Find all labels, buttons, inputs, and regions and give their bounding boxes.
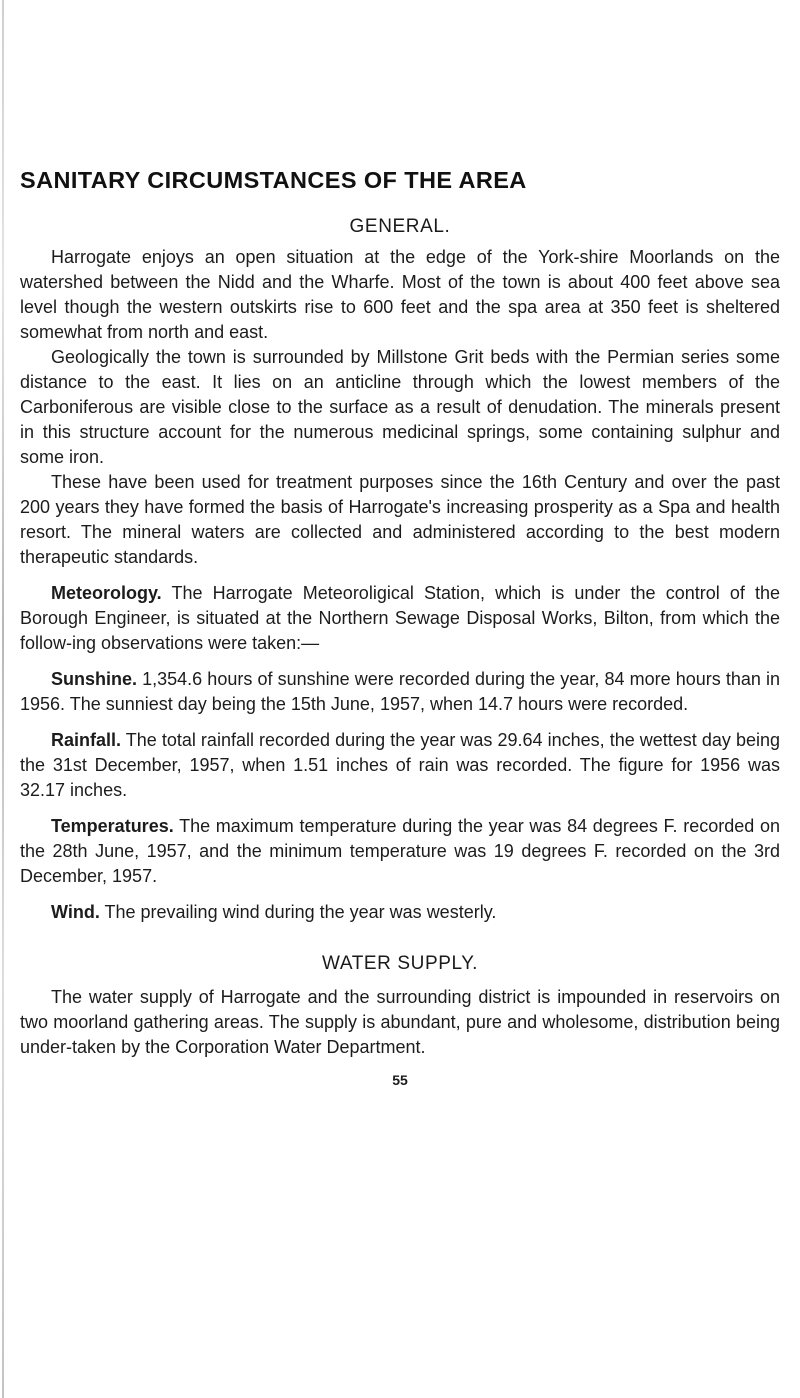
wind-text: The prevailing wind during the year was westerly. xyxy=(104,902,497,922)
paragraph-sunshine xyxy=(20,667,780,717)
paragraph-rainfall xyxy=(20,728,780,803)
text-column xyxy=(20,165,780,1090)
temperatures-text: The maximum temperature during the year was 84 degrees F. recorded on the 28th June, 1957, and the minimum temperature was 19 degrees F. recorded on the 3rd December, 1957. xyxy=(20,816,780,886)
page-number: 55 xyxy=(392,1072,408,1088)
meteorology-heading: Meteorology. xyxy=(51,583,162,603)
paragraph-geology: Geologically the town is surrounded by Millstone Grit beds with the Permian series some distance to the east. It lies on an anticline through which the lowest members of the Carboniferous are visible close to the surface as a result of denudation. The minerals present in this structure account for the numerous medicinal springs, some containing sulphur and some iron. xyxy=(20,347,780,467)
rainfall-heading: Rainfall. xyxy=(51,730,122,750)
paragraph-springs: These have been used for treatment purposes since the 16th Century and over the past 200 years they have formed the basis of Harrogate's increasing prosperity as a Spa and health resort. The mineral waters are collected and administered according to the best modern therapeutic standards. xyxy=(20,472,780,567)
sunshine-heading: Sunshine. xyxy=(51,669,138,689)
paragraph-temperatures xyxy=(20,814,780,889)
section-heading-general: GENERAL. xyxy=(349,216,451,237)
rainfall-text: The total rainfall recorded during the year was 29.64 inches, the wettest day being the 31st December, 1957, when 1.51 inches of rain was recorded. The figure for 1956 was 32.17 inches. xyxy=(20,730,780,800)
page-edge-rule xyxy=(2,0,4,1398)
paragraph-water-supply: The water supply of Harrogate and the surrounding district is impounded in reservoirs on two moorland gathering areas. The supply is abundant, pure and wholesome, distribution being under-taken by the Corporation Water Department. xyxy=(20,987,780,1057)
paragraph-wind xyxy=(20,900,780,925)
wind-heading: Wind. xyxy=(51,902,100,922)
section-heading-water-supply: WATER SUPPLY. xyxy=(322,953,478,974)
temperatures-heading: Temperatures. xyxy=(51,816,174,836)
page-title: SANITARY CIRCUMSTANCES OF THE AREA xyxy=(20,167,527,193)
meteorology-text: The Harrogate Meteoroligical Station, which is under the control of the Borough Engineer, is situated at the Northern Sewage Disposal Works, Bilton, from which the follow-ing observations were taken:— xyxy=(20,583,781,653)
sunshine-text: 1,354.6 hours of sunshine were recorded during the year, 84 more hours than in 1956. The sunniest day being the 15th June, 1957, when 14.7 hours were recorded. xyxy=(20,669,780,714)
paragraph-meteorology xyxy=(20,581,780,656)
paragraph-situation: Harrogate enjoys an open situation at the edge of the York-shire Moorlands on the watershed between the Nidd and the Wharfe. Most of the town is about 400 feet above sea level though the western outskirts rise to 600 feet and the spa area at 350 feet is sheltered somewhat from north and east. xyxy=(20,247,780,342)
